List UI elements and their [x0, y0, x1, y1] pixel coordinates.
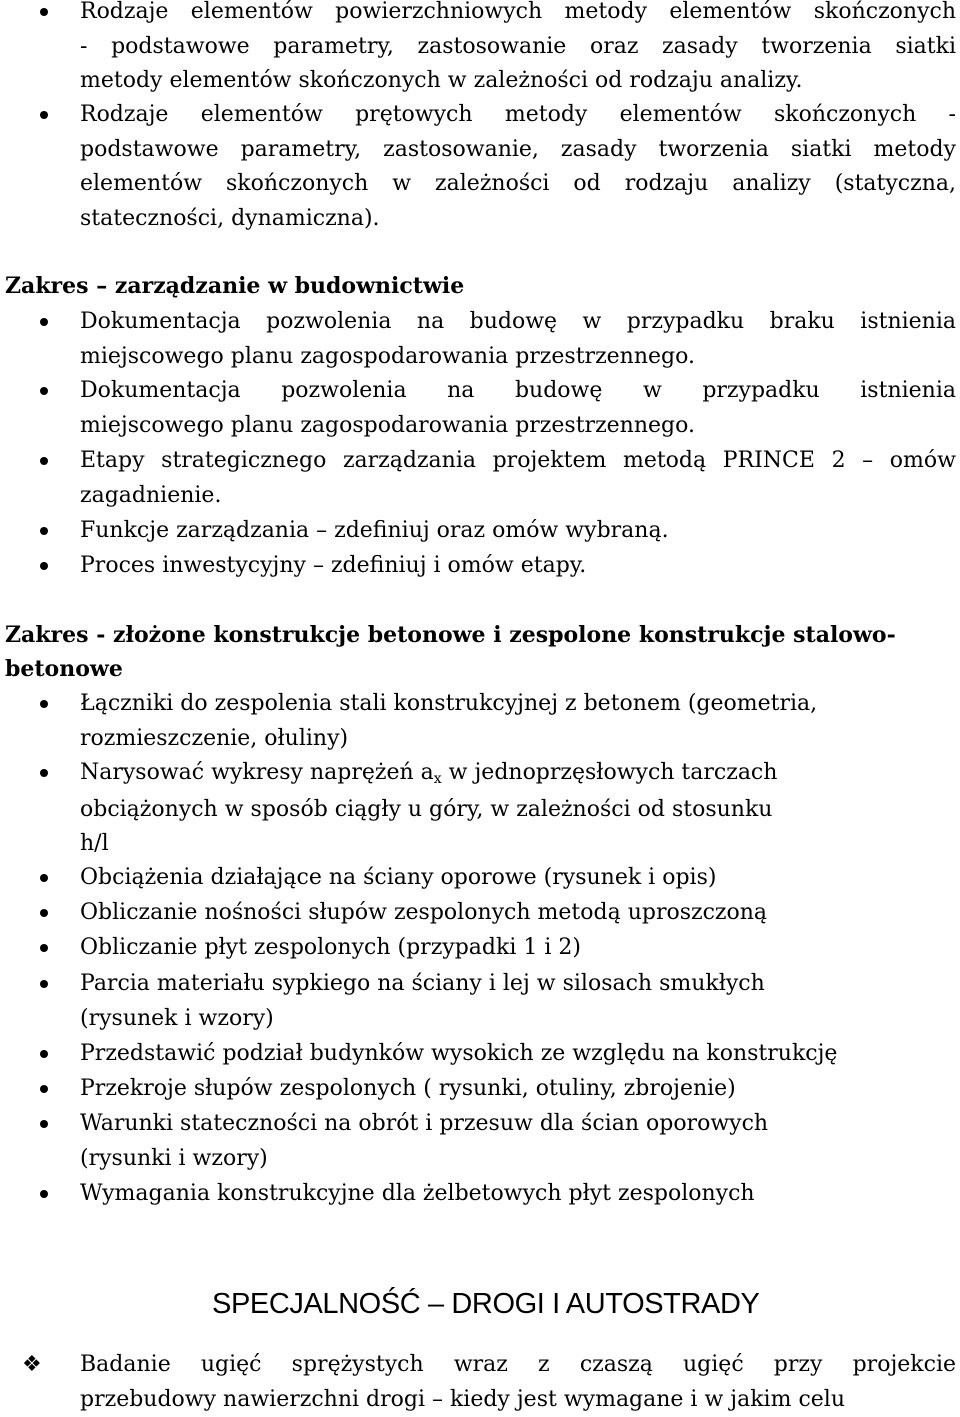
section-heading-line: betonowe [5, 652, 955, 686]
list-item-line: - podstawowe parametry, zastosowanie oraz zasady tworzenia siatki [80, 30, 956, 65]
list-item-line: rozmieszczenie, ołuliny) [80, 722, 956, 757]
list-item-line: Warunki stateczności na obrót i przesuw dla ścian oporowych [80, 1107, 956, 1142]
bullet-icon [40, 980, 48, 988]
list-item-line: miejscowego planu zagospodarowania przestrzennego. [80, 409, 956, 444]
list-item-line: Proces inwestycyjny – zdefiniuj i omów etapy. [80, 549, 956, 584]
list-item [80, 931, 956, 966]
diamond-bullet-icon: ❖ [22, 1354, 42, 1376]
list-item-line: (rysunek i wzory) [80, 1002, 956, 1037]
bullet-icon [40, 1050, 48, 1058]
list-item [80, 0, 956, 99]
section-heading: Zakres – zarządzanie w budownictwie [5, 269, 955, 303]
list-item-line: Rodzaje elementów powierzchniowych metody elementów skończonych [80, 0, 956, 30]
list-item [80, 1037, 956, 1072]
list-item-line: (rysunki i wzory) [80, 1142, 956, 1177]
list-item-line: Łączniki do zespolenia stali konstrukcyjnej z betonem (geometria, [80, 687, 956, 722]
list-item-line: Dokumentacja pozwolenia na budowę w przypadku braku istnienia [80, 305, 956, 340]
bullet-icon [40, 944, 48, 952]
list-item [80, 1348, 956, 1417]
list-item [80, 549, 956, 584]
list-item [80, 305, 956, 374]
list-item-line: stateczności, dynamiczna). [80, 202, 956, 237]
text-segment: w jednoprzęsłowych tarczach [442, 760, 778, 785]
bullet-icon [40, 769, 48, 777]
list-item [80, 967, 956, 1036]
list-item [80, 1177, 956, 1212]
list-item [80, 514, 956, 549]
list-item-line: miejscowego planu zagospodarowania przestrzennego. [80, 340, 956, 375]
list-item-line [80, 756, 956, 793]
bullet-icon [40, 874, 48, 882]
bullet-icon [40, 909, 48, 917]
list-item-line: Obliczanie płyt zespolonych (przypadki 1 i 2) [80, 931, 956, 966]
list-item [80, 444, 956, 513]
list-item-line: Funkcje zarządzania – zdefiniuj oraz omów wybraną. [80, 514, 956, 549]
bullet-icon [40, 700, 48, 708]
list-item-line: Badanie ugięć sprężystych wraz z czaszą ugięć przy projekcie [80, 1348, 956, 1383]
list-item-line: obciążonych w sposób ciągły u góry, w zależności od stosunku [80, 793, 956, 828]
list-item-line: podstawowe parametry, zastosowanie, zasady tworzenia siatki metody [80, 133, 956, 168]
list-item [80, 98, 956, 236]
list-item [80, 1072, 956, 1107]
section-heading-line: Zakres - złożone konstrukcje betonowe i zespolone konstrukcje stalowo- [5, 618, 955, 652]
bullet-icon [40, 562, 48, 570]
bullet-icon [40, 1190, 48, 1198]
bullet-icon [40, 387, 48, 395]
list-item-line: metody elementów skończonych w zależności od rodzaju analizy. [80, 64, 956, 99]
bullet-icon [40, 1120, 48, 1128]
list-item [80, 756, 956, 862]
list-item [80, 861, 956, 896]
text-segment: Narysować wykresy naprężeń a [80, 760, 434, 785]
list-item [80, 374, 956, 443]
bullet-icon [40, 457, 48, 465]
list-item-line: Dokumentacja pozwolenia na budowę w przypadku istnienia [80, 374, 956, 409]
specialty-title: SPECJALNOŚĆ – DROGI I AUTOSTRADY [212, 1282, 772, 1326]
list-item-line: Przedstawić podział budynków wysokich ze względu na konstrukcję [80, 1037, 956, 1072]
list-item-line: Parcia materiału sypkiego na ściany i lej w silosach smukłych [80, 967, 956, 1002]
list-item-line: Przekroje słupów zespolonych ( rysunki, otuliny, zbrojenie) [80, 1072, 956, 1107]
bullet-icon [40, 318, 48, 326]
bullet-icon [40, 1085, 48, 1093]
bullet-icon [40, 111, 48, 119]
bullet-icon [40, 527, 48, 535]
list-item-line: przebudowy nawierzchni drogi – kiedy jest wymagane i w jakim celu [80, 1383, 956, 1417]
list-item [80, 1107, 956, 1176]
list-item-line: h/l [80, 827, 956, 862]
list-item-line: Wymagania konstrukcyjne dla żelbetowych płyt zespolonych [80, 1177, 956, 1212]
list-item-line: Etapy strategicznego zarządzania projektem metodą PRINCE 2 – omów [80, 444, 956, 479]
list-item [80, 896, 956, 931]
list-item-line: Obliczanie nośności słupów zespolonych metodą uproszczoną [80, 896, 956, 931]
list-item-line: elementów skończonych w zależności od rodzaju analizy (statyczna, [80, 167, 956, 202]
list-item-line: Obciążenia działające na ściany oporowe (rysunek i opis) [80, 861, 956, 896]
list-item-line: zagadnienie. [80, 479, 956, 514]
subscript: x [434, 771, 442, 787]
section-heading [5, 618, 955, 686]
list-item-line: Rodzaje elementów prętowych metody elementów skończonych - [80, 98, 956, 133]
bullet-icon [40, 8, 48, 16]
list-item [80, 687, 956, 756]
